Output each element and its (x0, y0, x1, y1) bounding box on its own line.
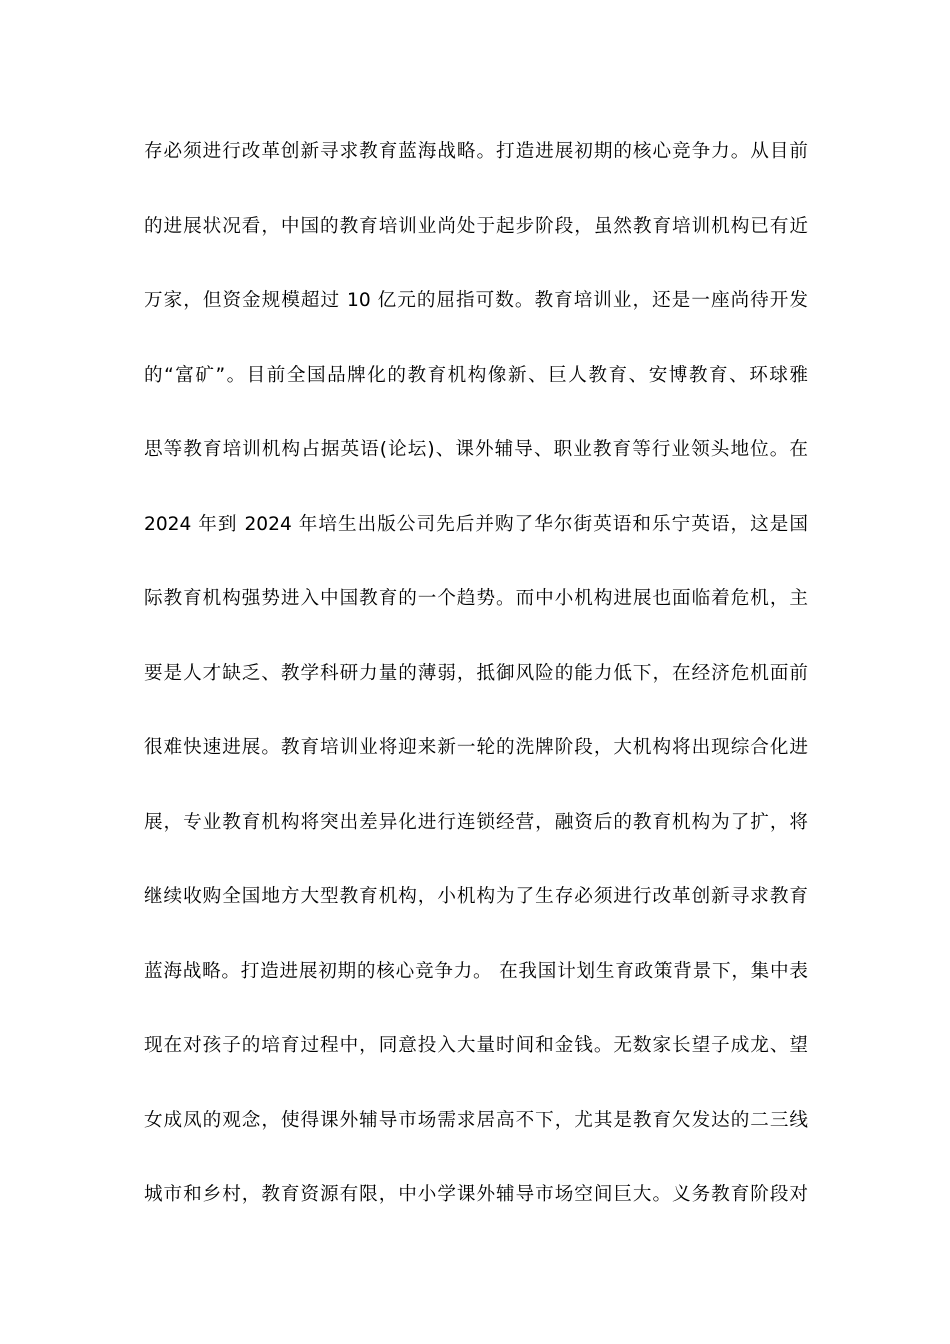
text-line-10: 展，专业教育机构将突出差异化进行连锁经营，融资后的教育机构为了扩，将 (144, 811, 808, 833)
text-line-12: 蓝海战略。打造进展初期的核心竞争力。 在我国计划生育政策背景下，集中表 (144, 960, 808, 982)
text-line-2: 的进展状况看，中国的教育培训业尚处于起步阶段，虽然教育培训机构已有近 (144, 215, 808, 237)
text-line-15: 城市和乡村，教育资源有限，中小学课外辅导市场空间巨大。义务教育阶段对 (144, 1184, 808, 1205)
text-line-8: 要是人才缺乏、教学科研力量的薄弱，抵御风险的能力低下，在经济危机面前 (144, 662, 808, 684)
text-line-7: 际教育机构强势进入中国教育的一个趋势。而中小机构进展也面临着危机，主 (144, 588, 808, 609)
text-line-3: 万家，但资金规模超过 10 亿元的屈指可数。教育培训业，还是一座尚待开发 (144, 290, 808, 311)
text-line-14: 女成凤的观念，使得课外辅导市场需求居高不下，尤其是教育欠发达的二三线 (144, 1109, 808, 1131)
text-line-9: 很难快速进展。教育培训业将迎来新一轮的洗牌阶段，大机构将出现综合化进 (144, 737, 808, 758)
text-line-11: 继续收购全国地方大型教育机构，小机构为了生存必须进行改革创新寻求教育 (144, 886, 808, 907)
text-line-13: 现在对孩子的培育过程中，同意投入大量时间和金钱。无数家长望子成龙、望 (144, 1035, 808, 1056)
text-line-1: 存必须进行改革创新寻求教育蓝海战略。打造进展初期的核心竞争力。从目前 (144, 141, 808, 162)
text-line-4: 的“富矿”。目前全国品牌化的教育机构像新、巨人教育、安博教育、环球雅 (144, 364, 808, 386)
body-text (144, 134, 808, 1252)
text-line-6: 2024 年到 2024 年培生出版公司先后并购了华尔街英语和乐宁英语，这是国 (144, 513, 808, 535)
text-line-5: 思等教育培训机构占据英语(论坛)、课外辅导、职业教育等行业领头地位。在 (144, 439, 808, 460)
